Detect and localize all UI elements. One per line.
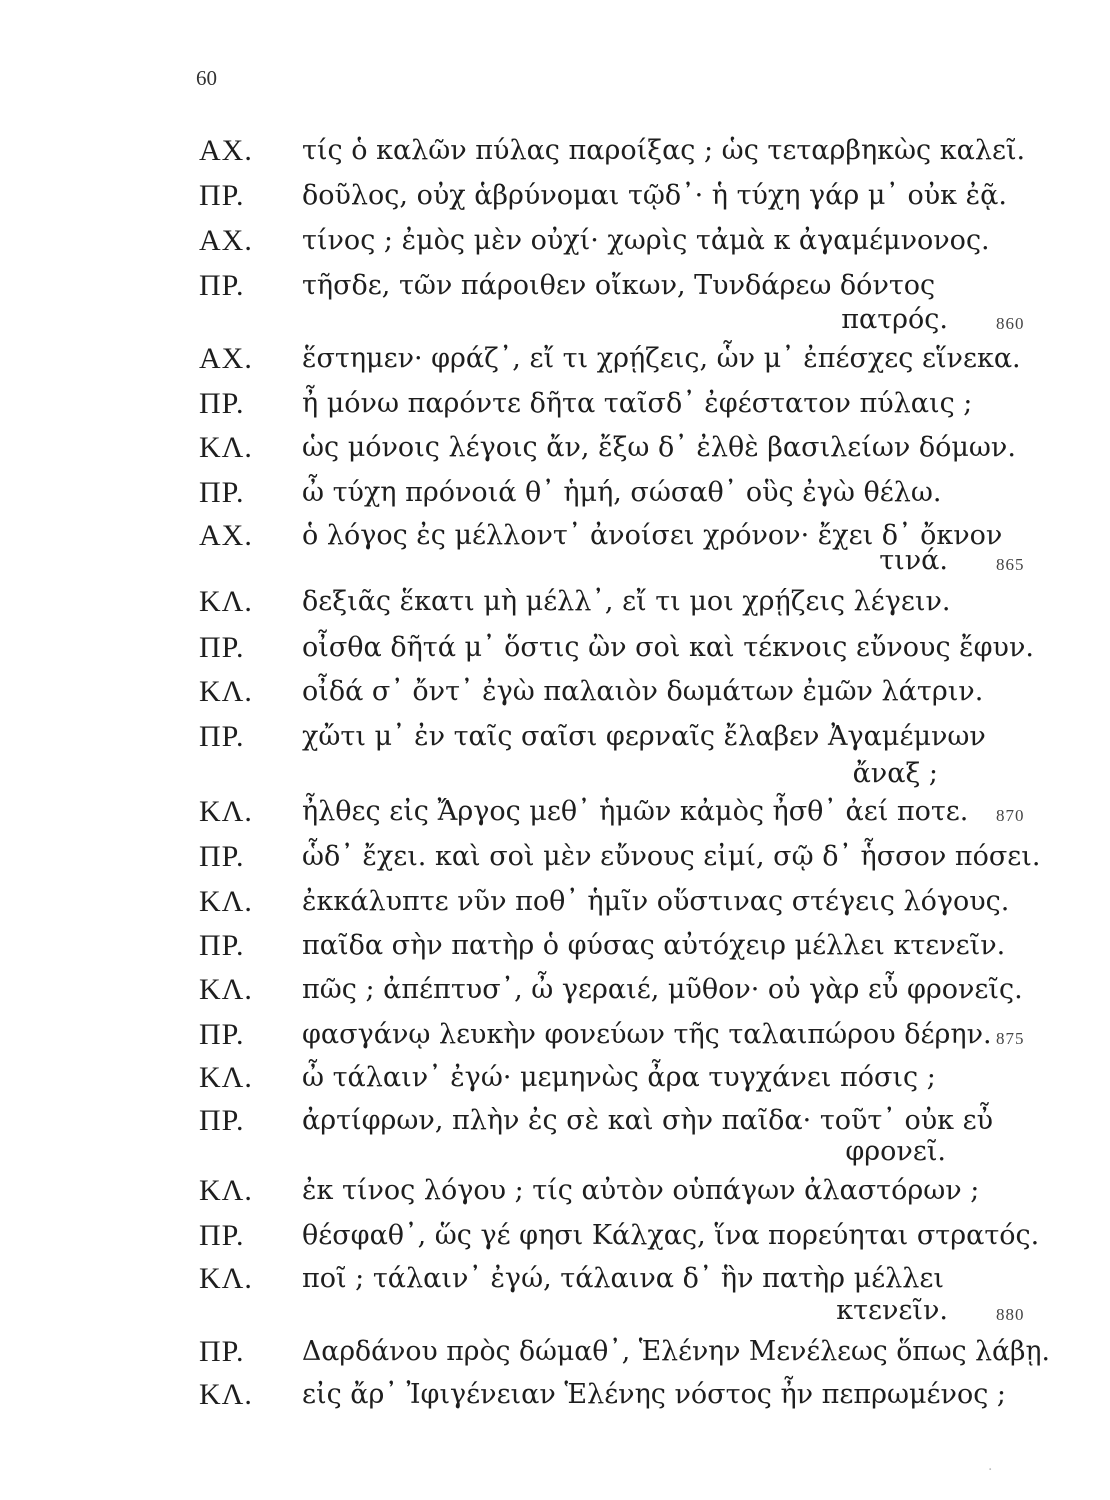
speaker-label: ΚΛ.: [199, 1061, 253, 1094]
line-number: 865: [996, 555, 1025, 574]
verse-line: [0, 428, 1110, 468]
verse-text: ὦ τάλαιν᾽ ἐγώ· μεμηνὼς ἆρα τυγχάνει πόσις ;: [302, 1062, 936, 1093]
verse-text: ἀρτίφρων, πλὴν ἐς σὲ καὶ σὴν παῖδα· τοῦτ᾽ οὐκ εὖ: [302, 1105, 993, 1136]
verse-text: ὦ τύχη πρόνοιά θ᾽ ἡμή, σώσαθ᾽ οὓς ἐγὼ θέλω.: [302, 477, 942, 508]
verse-text: Δαρδάνου πρὸς δώμαθ᾽, Ἑλένην Μενέλεως ὅπως λάβῃ.: [302, 1336, 1050, 1367]
speaker-label: ΑΧ.: [199, 519, 253, 552]
verse-text: ἐκ τίνος λόγου ; τίς αὐτὸν οὑπάγων ἀλαστόρων ;: [302, 1175, 980, 1206]
verse-continuation: [0, 300, 1110, 340]
verse-text: ποῖ ; τάλαιν᾽ ἐγώ, τάλαινα δ᾽ ἣν πατὴρ μέλλει: [302, 1263, 944, 1294]
verse-line: [0, 717, 1110, 757]
verse-line: [0, 672, 1110, 712]
verse-line: [0, 1375, 1110, 1415]
verse-text: ὡς μόνοις λέγοις ἄν, ἔξω δ᾽ ἐλθὲ βασιλείων δόμων.: [302, 432, 1016, 463]
speaker-label: ΠΡ.: [199, 1104, 245, 1137]
verse-text: οἶσθα δῆτά μ᾽ ὅστις ὢν σοὶ καὶ τέκνοις εὔνους ἔφυν.: [302, 632, 1034, 663]
speaker-label: ΠΡ.: [199, 1219, 245, 1252]
verse-text: πῶς ; ἀπέπτυσ᾽, ὦ γεραιέ, μῦθον· οὐ γὰρ εὖ φρονεῖς.: [302, 974, 1023, 1005]
speaker-label: ΠΡ.: [199, 269, 245, 302]
page-number: 60: [196, 66, 217, 90]
line-number: 880: [996, 1305, 1025, 1324]
verse-continuation: [0, 1132, 1110, 1172]
speaker-label: ΠΡ.: [199, 1018, 245, 1051]
speaker-label: ΠΡ.: [199, 387, 245, 420]
verse-line: [0, 792, 1110, 832]
speaker-label: ΚΛ.: [199, 675, 253, 708]
verse-line: [0, 1216, 1110, 1256]
verse-line: [0, 473, 1110, 513]
verse-text: δεξιᾶς ἕκατι μὴ μέλλ᾽, εἴ τι μοι χρῄζεις λέγειν.: [302, 586, 951, 617]
verse-text: ὧδ᾽ ἔχει. καὶ σοὶ μὲν εὔνους εἰμί, σῷ δ᾽ ἧσσον πόσει.: [302, 841, 1041, 872]
speaker-label: ΚΛ.: [199, 795, 253, 828]
verse-text: τῆσδε, τῶν πάροιθεν οἴκων, Τυνδάρεω δόντος: [302, 270, 936, 301]
speaker-label: ΑΧ.: [199, 342, 253, 375]
speaker-label: ΚΛ.: [199, 1174, 253, 1207]
speaker-label: ΚΛ.: [199, 1378, 253, 1411]
verse-line: [0, 970, 1110, 1010]
verse-line: [0, 628, 1110, 668]
verse-text: τίς ὁ καλῶν πύλας παροίξας ; ὡς τεταρβηκὼς καλεῖ.: [302, 135, 1026, 166]
continuation-text: πατρός.: [841, 304, 948, 335]
speaker-label: ΠΡ.: [199, 929, 245, 962]
continuation-text: ἄναξ ;: [852, 758, 938, 789]
speaker-label: ΑΧ.: [199, 224, 253, 257]
verse-line: [0, 1332, 1110, 1372]
speaker-label: ΠΡ.: [199, 631, 245, 664]
verse-line: [0, 882, 1110, 922]
verse-line: [0, 339, 1110, 379]
verse-text: ἦ μόνω παρόντε δῆτα ταῖσδ᾽ ἐφέστατον πύλαις ;: [302, 388, 973, 419]
verse-line: [0, 582, 1110, 622]
verse-line: [0, 221, 1110, 261]
verse-line: [0, 1171, 1110, 1211]
line-number: 860: [996, 314, 1025, 333]
verse-text: ὁ λόγος ἐς μέλλοντ᾽ ἀνοίσει χρόνον· ἔχει δ᾽ ὄκνον: [302, 520, 1003, 551]
verse-line: [0, 176, 1110, 216]
verse-text: δοῦλος, οὐχ ἁβρύνομαι τῷδ᾽· ἡ τύχη γάρ μ᾽ οὐκ ἐᾷ.: [302, 180, 1007, 211]
verse-line: [0, 1015, 1110, 1055]
verse-line: [0, 926, 1110, 966]
verse-continuation: [0, 754, 1110, 794]
continuation-text: φρονεῖ.: [845, 1136, 946, 1167]
speaker-label: ΚΛ.: [199, 431, 253, 464]
speaker-label: ΠΡ.: [199, 476, 245, 509]
verse-text: θέσφαθ᾽, ὥς γέ φησι Κάλχας, ἵνα πορεύηται στρατός.: [302, 1220, 1040, 1251]
speaker-label: ΠΡ.: [199, 840, 245, 873]
verse-text: οἶδά σ᾽ ὄντ᾽ ἐγὼ παλαιὸν δωμάτων ἐμῶν λάτριν.: [302, 676, 984, 707]
verse-line: [0, 384, 1110, 424]
verse-text: εἰς ἄρ᾽ Ἰφιγένειαν Ἑλένης νόστος ἦν πεπρωμένος ;: [302, 1379, 1007, 1410]
verse-text: παῖδα σὴν πατὴρ ὁ φύσας αὐτόχειρ μέλλει κτενεῖν.: [302, 930, 1006, 961]
verse-text: τίνος ; ἐμὸς μὲν οὐχί· χωρὶς τἀμὰ κ ἀγαμέμνονος.: [302, 225, 990, 256]
speaker-label: ΠΡ.: [199, 179, 245, 212]
verse-text: χὤτι μ᾽ ἐν ταῖς σαῖσι φερναῖς ἔλαβεν Ἀγαμέμνων: [302, 721, 986, 752]
verse-line: [0, 837, 1110, 877]
verse-continuation: [0, 1291, 1110, 1331]
verse-line: [0, 1058, 1110, 1098]
speaker-label: ΠΡ.: [199, 720, 245, 753]
line-number: 875: [996, 1029, 1025, 1048]
verse-text: ἕστημεν· φράζ᾽, εἴ τι χρῄζεις, ὧν μ᾽ ἐπέσχες εἵνεκα.: [302, 343, 1021, 374]
line-number: 870: [996, 806, 1025, 825]
speaker-label: ΚΛ.: [199, 885, 253, 918]
paper-speck-mark: ·: [988, 1462, 993, 1478]
continuation-text: κτενεῖν.: [836, 1295, 948, 1326]
verse-text: ἐκκάλυπτε νῦν ποθ᾽ ἡμῖν οὕστινας στέγεις λόγους.: [302, 886, 1010, 917]
verse-continuation: [0, 541, 1110, 581]
continuation-text: τινά.: [879, 545, 948, 576]
verse-text: ἦλθες εἰς Ἄργος μεθ᾽ ἡμῶν κἀμὸς ἦσθ᾽ ἀεί ποτε.: [302, 796, 969, 827]
verse-line: [0, 131, 1110, 171]
speaker-label: ΑΧ.: [199, 134, 253, 167]
speaker-label: ΚΛ.: [199, 1262, 253, 1295]
speaker-label: ΚΛ.: [199, 585, 253, 618]
speaker-label: ΠΡ.: [199, 1335, 245, 1368]
speaker-label: ΚΛ.: [199, 973, 253, 1006]
verse-text: φασγάνῳ λευκὴν φονεύων τῆς ταλαιπώρου δέρην.: [302, 1019, 992, 1050]
